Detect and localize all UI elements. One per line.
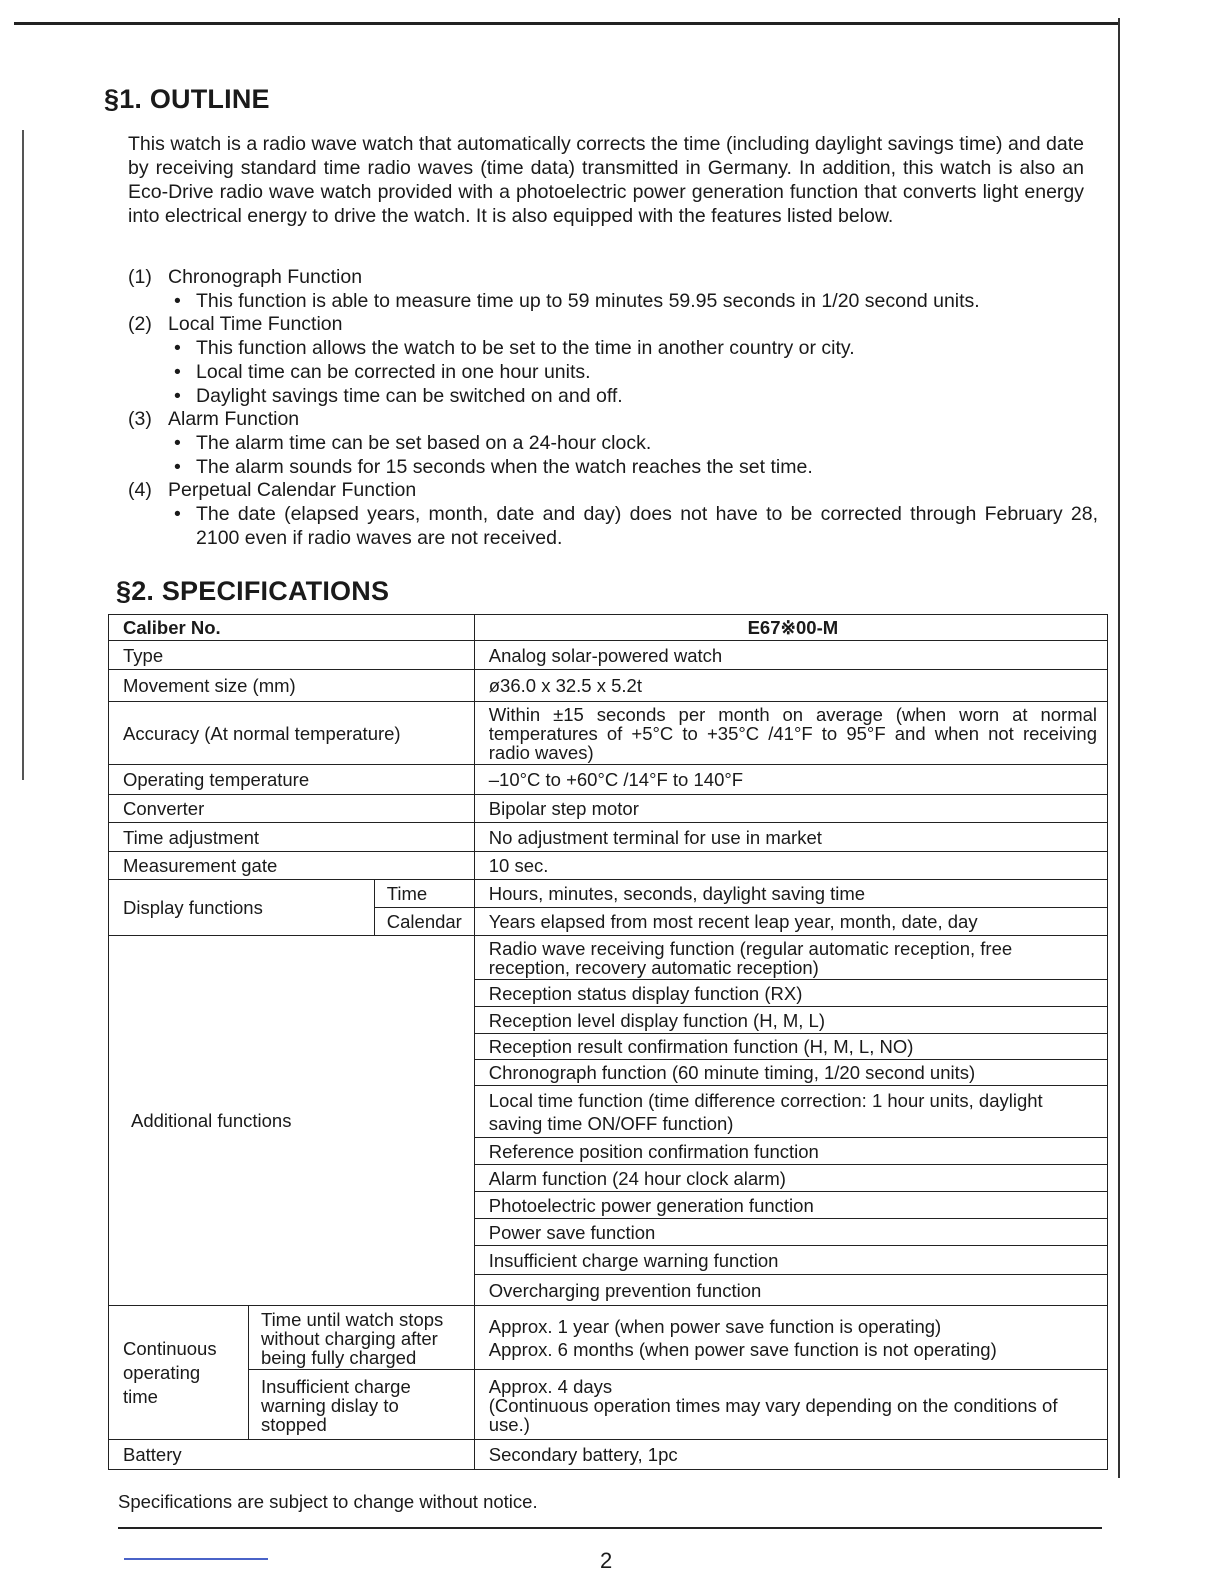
table-row (109, 670, 1108, 702)
feature-number: (2) (128, 313, 152, 336)
time-until-stop-label: Time until watch stops without charging after being fully charged (248, 1306, 474, 1370)
spec-label: Type (109, 641, 475, 670)
left-margin-mark (22, 130, 24, 780)
footer-link-line (124, 1558, 268, 1560)
right-margin-rule (1118, 18, 1120, 1478)
table-row (109, 1440, 1108, 1470)
spec-label: Measurement gate (109, 852, 475, 880)
warning-to-stop-value-line: (Continuous operation times may vary depending on the conditions of use.) (488, 1394, 1058, 1435)
time-until-stop-value (474, 1306, 1107, 1370)
spec-label: Movement size (mm) (109, 670, 475, 702)
additional-functions-label: Additional functions (109, 936, 475, 1306)
table-row (109, 765, 1108, 795)
display-time-label: Time (374, 880, 474, 908)
feature-bullet: • Daylight savings time can be switched on and off. (174, 385, 1098, 409)
table-row (109, 615, 1108, 641)
outline-feature-list (128, 266, 1098, 550)
specifications-table (108, 614, 1108, 1470)
battery-value: Secondary battery, 1pc (474, 1440, 1107, 1470)
additional-function: Insufficient charge warning function (474, 1246, 1107, 1275)
display-functions-label: Display functions (109, 880, 375, 936)
spec-value: Within ±15 seconds per month on average (when worn at normal temperatures of +5°C to +35°C /41°F to 95°F and when not receiving radio waves) (474, 702, 1107, 765)
continuous-operating-label: Continuous operating time (109, 1306, 249, 1440)
outline-intro: This watch is a radio wave watch that automatically corrects the time (including daylight savings time) and date by receiving standard time radio waves (time data) transmitted in Germany. In addition, this watch is also an Eco-Drive radio wave watch provided with a photoelectric power generation function that converts light energy into electrical energy to drive the watch. It is also equipped with the features listed below. (128, 133, 1084, 227)
spec-label: Operating temperature (109, 765, 475, 795)
spec-value: Bipolar step motor (474, 795, 1107, 823)
feature-item (128, 266, 1098, 313)
feature-bullet: • The date (elapsed years, month, date and day) does not have to be corrected through February 28, 2100 even if radio waves are not received. (174, 503, 1098, 550)
feature-number: (3) (128, 408, 152, 431)
table-row (109, 936, 1108, 980)
outline-heading: §1. OUTLINE (104, 84, 270, 114)
table-row (109, 880, 1108, 908)
feature-number: (4) (128, 479, 152, 502)
spec-label: Time adjustment (109, 823, 475, 852)
feature-item (128, 313, 1098, 408)
spec-value: ø36.0 x 32.5 x 5.2t (474, 670, 1107, 702)
additional-function: Overcharging prevention function (474, 1275, 1107, 1306)
spec-value: No adjustment terminal for use in market (474, 823, 1107, 852)
feature-bullet: • The alarm sounds for 15 seconds when the watch reaches the set time. (174, 456, 1098, 480)
additional-function: Radio wave receiving function (regular automatic reception, free reception, recovery automatic reception) (474, 936, 1107, 980)
spec-value: –10°C to +60°C /14°F to 140°F (474, 765, 1107, 795)
display-time-value: Hours, minutes, seconds, daylight saving time (474, 880, 1107, 908)
table-row (109, 1370, 1108, 1440)
caliber-label: Caliber No. (109, 615, 475, 641)
table-row (109, 795, 1108, 823)
feature-title: Local Time Function (168, 313, 343, 336)
specifications-heading: §2. SPECIFICATIONS (116, 576, 390, 606)
additional-function: Local time function (time difference correction: 1 hour units, daylight saving time ON/OFF function) (474, 1086, 1107, 1138)
feature-title: Alarm Function (168, 408, 300, 431)
spec-label: Converter (109, 795, 475, 823)
table-row (109, 852, 1108, 880)
feature-bullet: • This function allows the watch to be set to the time in another country or city. (174, 337, 1098, 361)
additional-function: Reception result confirmation function (H, M, L, NO) (474, 1034, 1107, 1060)
table-row (109, 641, 1108, 670)
feature-item (128, 408, 1098, 479)
additional-function: Power save function (474, 1219, 1107, 1246)
feature-number: (1) (128, 266, 152, 288)
display-calendar-value: Years elapsed from most recent leap year, month, date, day (474, 908, 1107, 936)
feature-bullet: • Local time can be corrected in one hour units. (174, 361, 1098, 385)
page-number: 2 (600, 1548, 613, 1573)
warning-to-stop-value (474, 1370, 1107, 1440)
spec-label: Accuracy (At normal temperature) (109, 702, 475, 765)
top-rule (14, 22, 1120, 25)
table-row (109, 823, 1108, 852)
feature-bullet: • This function is able to measure time up to 59 minutes 59.95 seconds in 1/20 second units. (174, 290, 1098, 314)
additional-function: Reception level display function (H, M, L) (474, 1007, 1107, 1034)
feature-bullet: • The alarm time can be set based on a 24-hour clock. (174, 432, 1098, 456)
additional-function: Chronograph function (60 minute timing, 1/20 second units) (474, 1060, 1107, 1086)
table-row (109, 1306, 1108, 1370)
warning-to-stop-label: Insufficient charge warning dislay to stopped (248, 1370, 474, 1440)
additional-function: Reference position confirmation function (474, 1138, 1107, 1165)
feature-title: Perpetual Calendar Function (168, 479, 417, 502)
warning-to-stop-value-line: Approx. 4 days (488, 1375, 613, 1397)
additional-function: Photoelectric power generation function (474, 1192, 1107, 1219)
feature-title: Chronograph Function (168, 266, 363, 288)
table-row (109, 702, 1108, 765)
display-calendar-label: Calendar (374, 908, 474, 936)
spec-value: Analog solar-powered watch (474, 641, 1107, 670)
feature-item (128, 479, 1098, 550)
bottom-rule (118, 1527, 1102, 1529)
spec-value: 10 sec. (474, 852, 1107, 880)
additional-function: Reception status display function (RX) (474, 980, 1107, 1007)
time-until-stop-value-line: Approx. 1 year (when power save function is operating) (488, 1316, 942, 1337)
specifications-footnote: Specifications are subject to change without notice. (118, 1491, 538, 1512)
time-until-stop-value-line: Approx. 6 months (when power save function is not operating) (488, 1339, 997, 1360)
battery-label: Battery (109, 1440, 475, 1470)
caliber-value: E67※00-M (474, 615, 1107, 641)
additional-function: Alarm function (24 hour clock alarm) (474, 1165, 1107, 1192)
